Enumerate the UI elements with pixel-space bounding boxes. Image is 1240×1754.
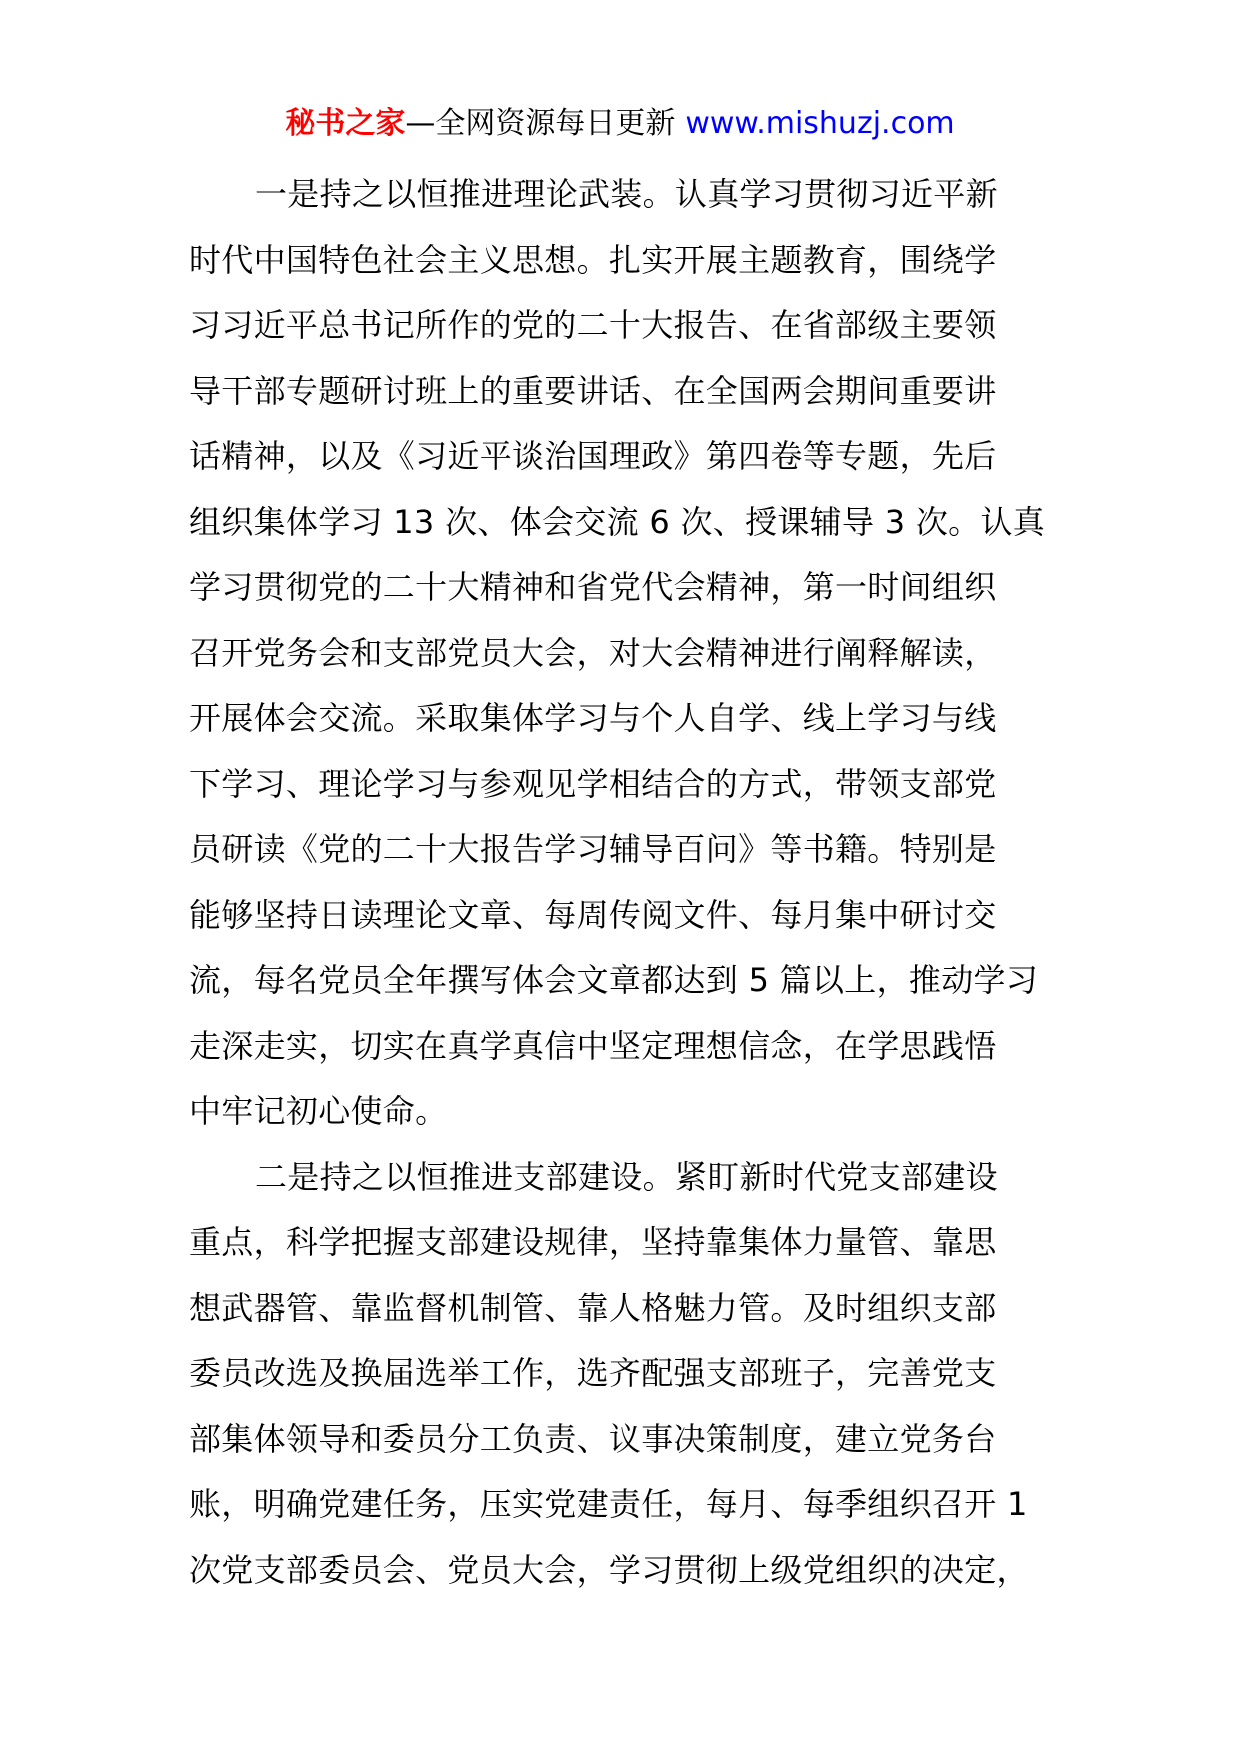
text-line: 话精神，以及《习近平谈治国理政》第四卷等专题，先后 <box>189 437 997 475</box>
text-line: 想武器管、靠监督机制管、靠人格魅力管。及时组织支部 <box>189 1288 997 1327</box>
site-url-link[interactable]: www.mishuzj.com <box>685 106 955 141</box>
text-line: 委员改选及换届选举工作，选齐配强支部班子，完善党支 <box>189 1354 997 1392</box>
text-line: 重点，科学把握支部建设规律，坚持靠集体力量管、靠思 <box>189 1223 997 1261</box>
paragraph-2 <box>189 1145 1059 1604</box>
text-line: 开展体会交流。采取集体学习与个人自学、线上学习与线 <box>189 699 997 737</box>
text-line: 中牢记初心使命。 <box>189 1092 448 1130</box>
text-line: 一是持之以恒推进理论武装。认真学习贯彻习近平新 <box>255 175 998 213</box>
text-line: 次党支部委员会、党员大会，学习贯彻上级党组织的决定， <box>189 1550 1029 1589</box>
text-line: 能够坚持日读理论文章、每周传阅文件、每月集中研讨交 <box>189 895 997 934</box>
text-line: 二是持之以恒推进支部建设。紧盯新时代党支部建设 <box>255 1157 998 1196</box>
text-line: 员研读《党的二十大报告学习辅导百问》等书籍。特别是 <box>189 830 997 868</box>
text-line: 召开党务会和支部党员大会，对大会精神进行阐释解读， <box>189 633 997 672</box>
site-brand: 秘书之家 <box>285 106 406 141</box>
text-line: 时代中国特色社会主义思想。扎实开展主题教育，围绕学 <box>189 240 997 279</box>
text-line: 走深走实，切实在真学真信中坚定理想信念，在学思践悟 <box>189 1026 997 1065</box>
site-header <box>0 100 1240 148</box>
text-line: 下学习、理论学习与参观见学相结合的方式，带领支部党 <box>189 764 997 803</box>
text-line: 习习近平总书记所作的党的二十大报告、在省部级主要领 <box>189 306 997 344</box>
site-tagline: —全网资源每日更新 <box>405 106 676 141</box>
paragraph-1 <box>189 162 1059 1145</box>
text-line: 学习贯彻党的二十大精神和省党代会精神，第一时间组织 <box>189 568 997 606</box>
document-body <box>189 162 1059 1603</box>
text-line: 导干部专题研讨班上的重要讲话、在全国两会期间重要讲 <box>189 371 997 410</box>
text-line: 组织集体学习 13 次、体会交流 6 次、授课辅导 3 次。认真 <box>189 502 1046 541</box>
text-line: 流，每名党员全年撰写体会文章都达到 5 篇以上，推动学习 <box>189 961 1039 999</box>
text-line: 账，明确党建任务，压实党建责任，每月、每季组织召开 1 <box>189 1485 1028 1523</box>
text-line: 部集体领导和委员分工负责、议事决策制度，建立党务台 <box>189 1419 997 1458</box>
